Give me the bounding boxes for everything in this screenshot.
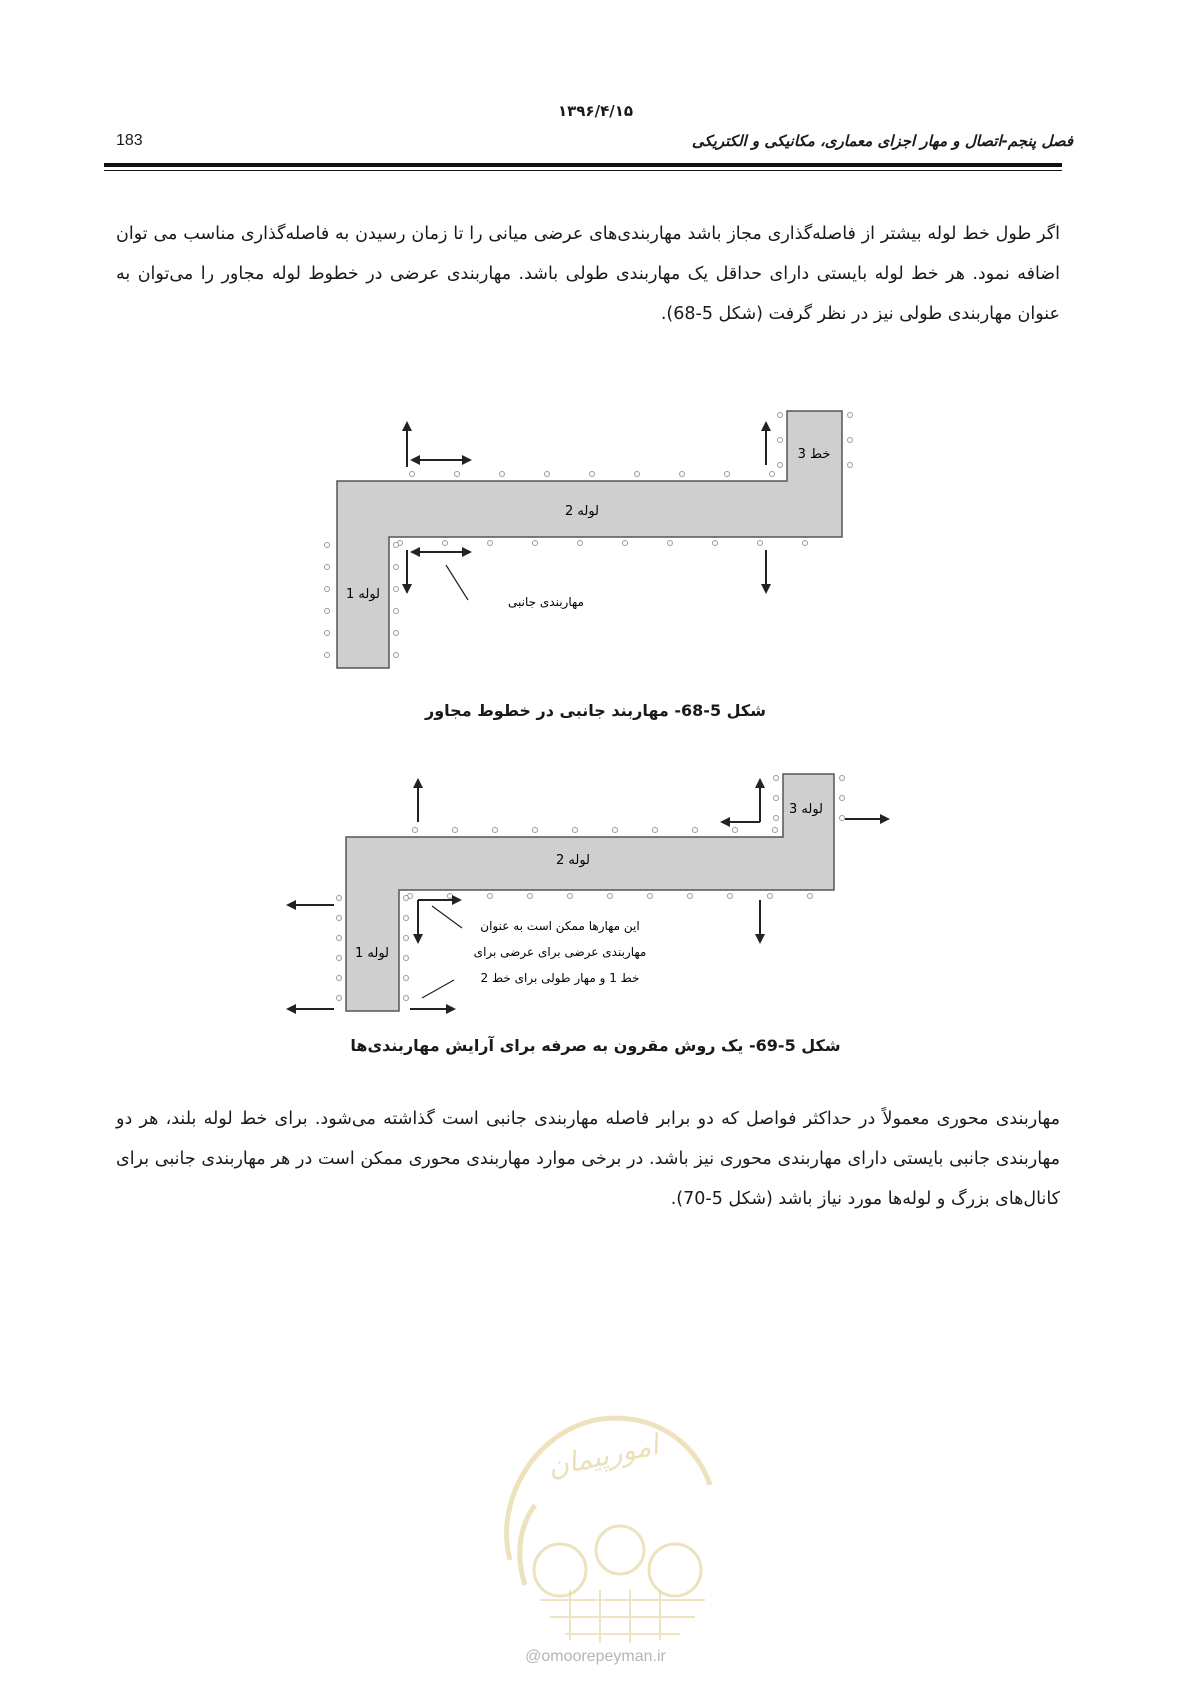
figure-68-label-pipe-1: لوله 1 — [345, 587, 381, 602]
brace-point — [613, 828, 618, 833]
figure-69-label-pipe-1: لوله 1 — [354, 946, 390, 961]
figure-69-note-line-2: مهاربندی عرضی برای عرضی برای — [473, 945, 647, 959]
brace-point — [337, 936, 342, 941]
brace-point — [325, 543, 330, 548]
brace-point — [848, 463, 853, 468]
brace-point — [773, 828, 778, 833]
brace-point — [404, 996, 409, 1001]
figure-5-69-caption: شکل 5-69- یک روش مقرون به صرفه برای آرایش مهاربندی‌ها — [350, 1036, 841, 1055]
brace-point — [840, 816, 845, 821]
brace-point — [770, 472, 775, 477]
brace-point — [668, 541, 673, 546]
figure-5-69-diagram — [0, 765, 1191, 1020]
brace-point — [325, 587, 330, 592]
brace-point — [404, 936, 409, 941]
brace-point — [778, 438, 783, 443]
brace-point — [803, 541, 808, 546]
brace-point — [337, 976, 342, 981]
brace-point — [404, 976, 409, 981]
brace-point — [337, 996, 342, 1001]
brace-point — [394, 587, 399, 592]
brace-point — [778, 413, 783, 418]
brace-point — [713, 541, 718, 546]
brace-point — [623, 541, 628, 546]
header-date: ۱۳۹۶/۴/۱۵ — [557, 102, 634, 120]
brace-point — [488, 894, 493, 899]
page-number: 183 — [116, 132, 143, 149]
brace-point — [774, 776, 779, 781]
brace-point — [728, 894, 733, 899]
figure-69-label-pipe-2: لوله 2 — [555, 853, 591, 868]
brace-point — [778, 463, 783, 468]
brace-point — [648, 894, 653, 899]
brace-point — [443, 541, 448, 546]
brace-point — [848, 413, 853, 418]
body-paragraph-2: مهاربندی محوری معمولاً در حداکثر فواصل که دو برابر فاصله مهاربندی جانبی است گذاشته می‌شود. برای خط لوله بلند، هر دو مهاربندی جانبی بایستی دارای مهاربندی محوری نیز باشد. در برخی موارد مهاربندی محوری ممکن است در هر مهاربندی جانبی برای کانال‌های بزرگ و لوله‌ها مورد نیاز باشد (شکل 5-70). — [116, 1109, 1060, 1209]
brace-point — [533, 828, 538, 833]
brace-point — [325, 609, 330, 614]
brace-point — [404, 896, 409, 901]
brace-point — [840, 796, 845, 801]
figure-68-label-brace: مهاربندی جانبی — [508, 595, 584, 609]
brace-point — [733, 828, 738, 833]
brace-point — [680, 472, 685, 477]
brace-point — [410, 472, 415, 477]
brace-point — [848, 438, 853, 443]
brace-point — [493, 828, 498, 833]
brace-point — [394, 565, 399, 570]
brace-point — [325, 631, 330, 636]
figure-68-label-pipe-2: لوله 2 — [564, 504, 600, 519]
brace-point — [455, 472, 460, 477]
brace-point — [404, 916, 409, 921]
brace-point — [394, 543, 399, 548]
watermark-logo-text: امورپیمان — [544, 1427, 662, 1484]
brace-point — [758, 541, 763, 546]
brace-point — [568, 894, 573, 899]
brace-point — [774, 816, 779, 821]
brace-point — [453, 828, 458, 833]
brace-point — [688, 894, 693, 899]
brace-point — [808, 894, 813, 899]
brace-point — [413, 828, 418, 833]
brace-point — [635, 472, 640, 477]
brace-point — [608, 894, 613, 899]
brace-point — [337, 916, 342, 921]
brace-point — [653, 828, 658, 833]
brace-point — [590, 472, 595, 477]
figure-5-68-caption: شکل 5-68- مهاربند جانبی در خطوط مجاور — [425, 701, 766, 720]
brace-point — [693, 828, 698, 833]
brace-point — [325, 565, 330, 570]
brace-point — [573, 828, 578, 833]
header-rule-thick — [104, 163, 1062, 167]
brace-point — [325, 653, 330, 658]
brace-point — [768, 894, 773, 899]
figure-68-label-pipe-3: خط 3 — [797, 447, 831, 462]
header-rule-thin — [104, 170, 1062, 171]
figure-69-label-pipe-3: لوله 3 — [788, 802, 824, 817]
brace-point — [500, 472, 505, 477]
watermark-url: @omoorepeyman.ir — [525, 1648, 666, 1665]
brace-point — [337, 956, 342, 961]
brace-point — [337, 896, 342, 901]
brace-point — [840, 776, 845, 781]
figure-5-68-diagram — [0, 395, 1191, 685]
brace-point — [528, 894, 533, 899]
brace-point — [578, 541, 583, 546]
brace-point — [533, 541, 538, 546]
brace-point — [404, 956, 409, 961]
brace-point — [774, 796, 779, 801]
brace-point — [394, 653, 399, 658]
brace-point — [394, 631, 399, 636]
brace-point — [545, 472, 550, 477]
chapter-title: فصل پنجم-اتصال و مهار اجزای معماری، مکانیکی و الکتریکی — [691, 132, 1073, 150]
figure-69-note-line-3: خط 1 و مهار طولی برای خط 2 — [480, 971, 640, 985]
body-paragraph-1: اگر طول خط لوله بیشتر از فاصله‌گذاری مجاز باشد مهاربندی‌های عرضی میانی را تا زمان رسیدن به فاصله‌گذاری مناسب می توان اضافه نمود. هر خط لوله بایستی دارای حداقل یک مهاربندی طولی باشد. مهاربندی عرضی در خطوط لوله مجاور را می‌توان به عنوان مهاربندی طولی نیز در نظر گرفت (شکل 5-68). — [116, 224, 1060, 324]
figure-69-note-line-1: این مهارها ممکن است به عنوان — [480, 919, 640, 933]
brace-point — [448, 894, 453, 899]
brace-point — [394, 609, 399, 614]
brace-point — [725, 472, 730, 477]
watermark-logo — [470, 1385, 740, 1650]
brace-point — [488, 541, 493, 546]
